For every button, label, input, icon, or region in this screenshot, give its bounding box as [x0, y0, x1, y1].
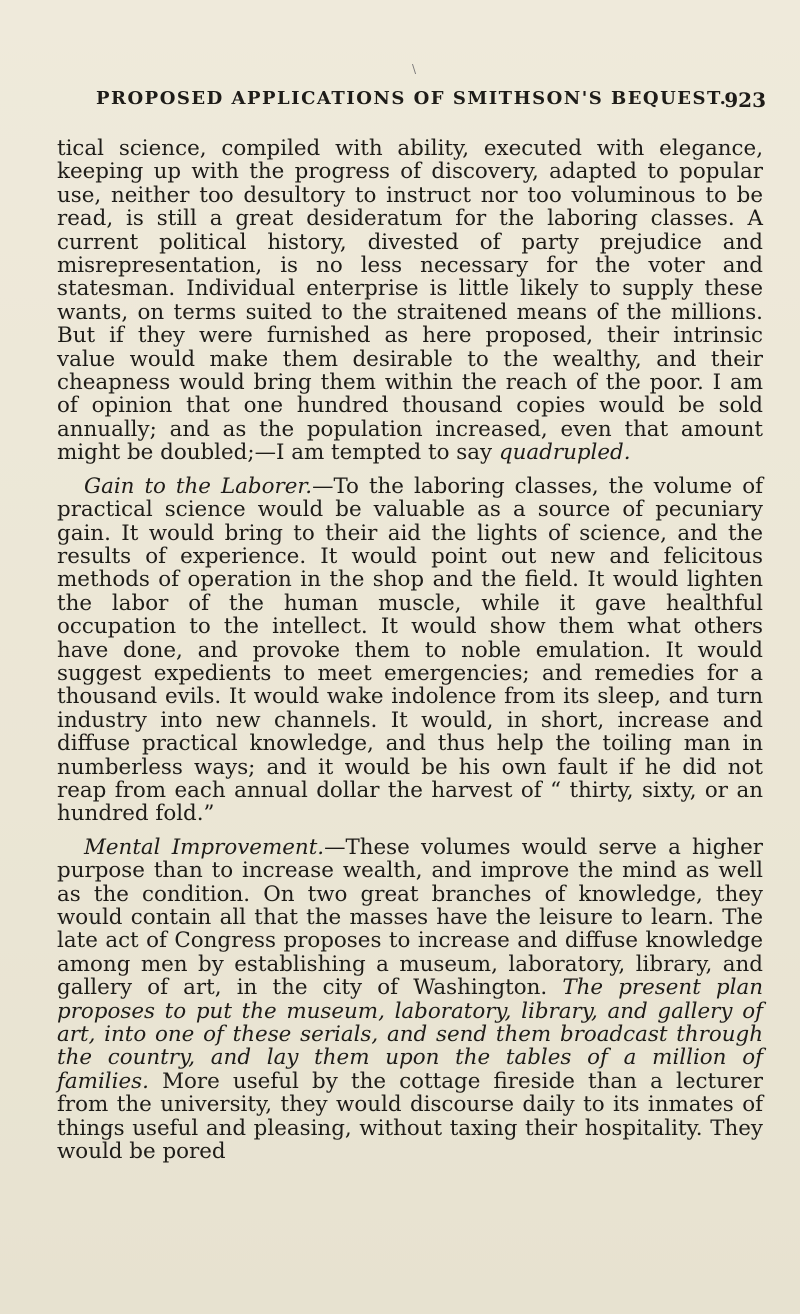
running-header: [96, 88, 766, 118]
page-number: 923: [724, 88, 766, 112]
paragraph-mental-improvement: [57, 836, 763, 1164]
margin-tick-mark: \: [412, 62, 417, 76]
text-segment: —These volumes would serve a higher purpose than to increase wealth, and improve the mind as well as the condition. On two great branches of knowledge, they would contain all that the masses have the leisure to learn. The late act of Congress proposes to increase and diffuse knowledge among men by establishing a museum, laboratory, library, and gallery of art, in the city of Washington.: [57, 834, 763, 1001]
body-text: [57, 137, 763, 1163]
section-heading-mental-improvement: Mental Improvement.: [84, 834, 325, 860]
running-title: PROPOSED APPLICATIONS OF SMITHSON'S BEQUEST.: [96, 88, 728, 109]
text-segment: tical science, compiled with ability, executed with elegance, keeping up with the progress of discovery, adapted to popular use, neither too desultory to instruct nor too voluminous to be read, is still a great desideratum for the laboring classes. A current political history, divested of party prejudice and misrepresentation, is no less necessary for the voter and statesman. Individual enterprise is little likely to supply these wants, on terms suited to the straitened means of the millions. But if they were furnished as here proposed, their intrinsic value would make them desirable to the wealthy, and their cheapness would bring them within the reach of the poor. I am of opinion that one hundred thousand copies would be sold annually; and as the population increased, even that amount might be doubled;—I am tempted to say: [57, 136, 763, 466]
italic-emphasis: quadrupled.: [498, 440, 631, 466]
section-heading-gain-to-laborer: Gain to the Laborer.: [84, 473, 313, 499]
italic-passage: The present plan proposes to put the museum, laboratory, library, and gallery of art, into one of these serials, and send them broadcast through the country, and lay them upon the tables of a million of families.: [57, 975, 763, 1094]
text-segment: —To the laboring classes, the volume of practical science would be valuable as a source of pecuniary gain. It would bring to their aid the lights of science, and the results of experience. It would point out new and felicitous methods of operation in the shop and the field. It would lighten the labor of the human muscle, while it gave healthful occupation to the intellect. It would show them what others have done, and provoke them to noble emulation. It would suggest expedients to meet emergencies; and remedies for a thousand evils. It would wake indolence from its sleep, and turn industry into new channels. It would, in short, increase and diffuse practical knowledge, and thus help the toiling man in numberless ways; and it would be his own fault if he did not reap from each annual dollar the harvest of “ thirty, sixty, or an hundred fold.”: [57, 473, 763, 827]
text-segment: More useful by the cottage fireside than a lecturer from the university, they would discourse daily to its inmates of things useful and pleasing, without taxing their hospitality. They would be pored: [57, 1068, 763, 1165]
paragraph-gain-to-laborer: [57, 475, 763, 826]
paragraph-continuation: [57, 137, 763, 465]
